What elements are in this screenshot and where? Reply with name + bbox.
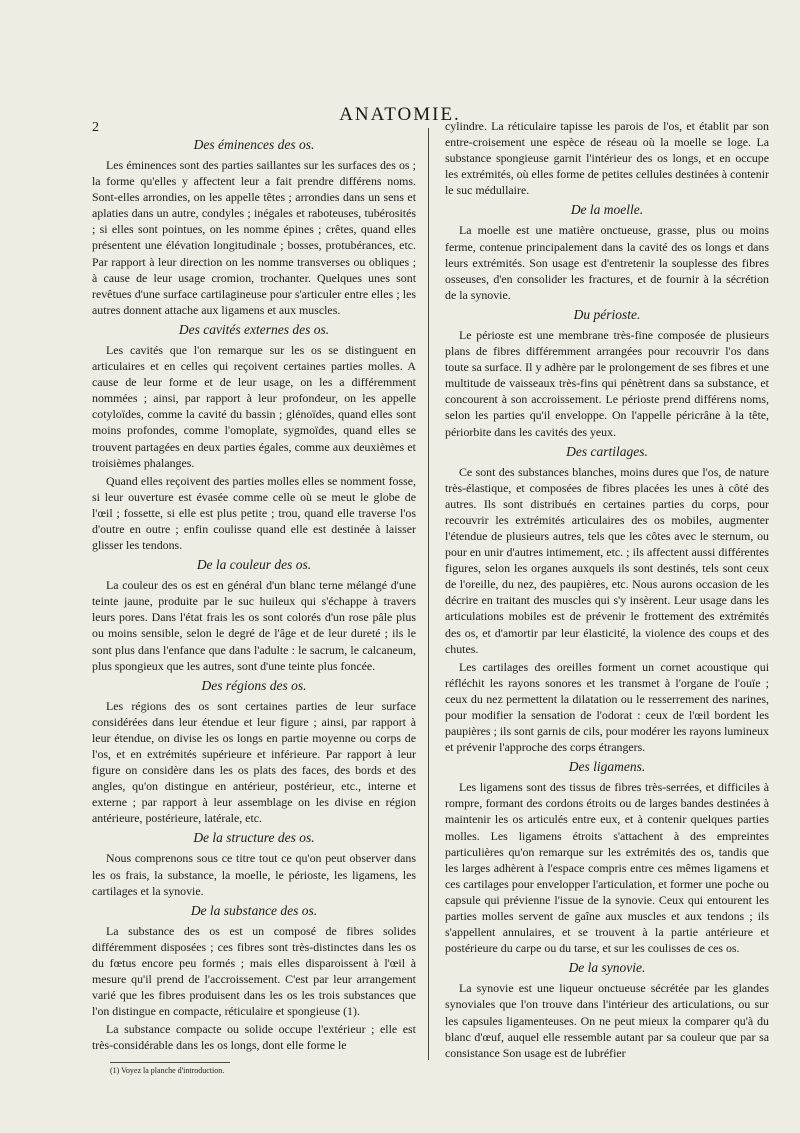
right-column <box>445 118 769 1063</box>
paragraph: La moelle est une matière onctueuse, grasse, plus ou moins ferme, contenue principalement dans la cavité des os longs et dans leurs extrémités. Son usage est d'entretenir la souplesse des fibres osseuses, d'en consolider les fractures, et de fournir à la sécrétion de la synovie. <box>445 223 769 302</box>
section-heading: Des éminences des os. <box>193 137 315 152</box>
paragraph: Les éminences sont des parties saillantes sur les surfaces des os ; la forme qu'elles y affectent leur a fait prendre différens noms. Sont-elles arrondies, on les appelle têtes ; arrondies dans un sens et aplaties dans un autre, condyles ; inégales et raboteuses, tubérosités ; si elles sont pointues, on les nomme épines ; crêtes, quand elles présentent une élévation longitudinale ; bosses, protubérances, etc. Par rapport à leur direction on les nomme transverses ou obliques ; à cause de leur usage cromion, trochanter. Quelques unes sont revêtues d'une surface cartilagineuse pour s'articuler entre elles ; les autres donnent attache aux ligamens et aux muscles. <box>92 158 416 317</box>
section-heading: De la structure des os. <box>193 830 315 846</box>
left-column <box>92 133 416 1056</box>
paragraph: cylindre. La réticulaire tapisse les parois de l'os, et établit par son entre-croisement une espèce de réseau où la moelle se loge. La substance spongieuse garnit l'intérieur des os longs, et en occupe les extrémités, où elles forme de petites cellules destinées à contenir le suc médullaire. <box>445 119 769 198</box>
paragraph: Les ligamens sont des tissus de fibres très-serrées, et difficiles à rompre, formant des cordons étroits ou de larges bandes destinées à maintenir les os articulés entre eux, et à contenir quelques parties molles. Les ligamens étroits s'attachent à des empreintes particulières qu'on remarque sur les extrémités des os, tandis que les larges adhèrent à l'espace compris entre ces mêmes ligamens et ces cartilages pour envelopper l'articulation, et former une poche ou capsule qui prévienne l'issue de la synovie. Ceux qui entourent les parties molles servent de gaîne aux muscles et aux tendons ; ils s'appellent annulaires, et se trouvent à la partie antérieure et postérieure du carpe ou du tarse, et sur les coulisses de ces os. <box>445 780 769 956</box>
paragraph: Nous comprenons sous ce titre tout ce qu'on peut observer dans les os frais, la substance, la moelle, le périoste, les ligamens, les cartilages et la synovie. <box>92 851 416 898</box>
page-number: 2 <box>92 120 99 135</box>
paragraph: La synovie est une liqueur onctueuse sécrétée par les glandes synoviales que l'on trouve dans l'intérieur des articulations, ou sur les capsules ligamenteuses. On ne peut mieux la comparer qu'à du blanc d'œuf, auquel elle ressemble autant par sa couleur que par sa consistance Son usage est de lubréfier <box>445 981 769 1060</box>
paragraph: Les cartilages des oreilles forment un cornet acoustique qui réfléchit les rayons sonores et les transmet à l'organe de l'ouïe ; ceux du nez permettent la dilatation ou le resserrement des narines, pour modifier la sensation de l'odorat : ceux de l'œil bordent les paupières ; ils sont garnis de cils, pour modérer les rayons lumineux et prévenir l'approche des corps étrangers. <box>445 659 769 755</box>
paragraph: Les régions des os sont certaines parties de leur surface considérées dans leur étendue et leur figure ; ainsi, par rapport à leur étendue, on divise les os longs en partie moyenne ou corps de l'os, et en extrémités supérieure et inférieure. Par rapport à leur figure on considère dans les os plats des faces, des bords et des angles, qu'on distingue en antérieur, postérieur, etc., interne et externe ; par rapport à leur assemblage on les divise en région antérieure, postérieure, latérale, etc. <box>92 698 416 826</box>
section-heading: De la synovie. <box>568 960 646 976</box>
section-heading: Des ligamens. <box>568 759 646 775</box>
page-title: ANATOMIE. <box>339 104 461 125</box>
section-heading: De la moelle. <box>570 202 644 218</box>
paragraph: La substance compacte ou solide occupe l'extérieur ; elle est très-considérable dans les os longs, dont elle forme le <box>92 1022 416 1053</box>
footnote-divider <box>110 1062 230 1063</box>
section-heading: Des régions des os. <box>201 677 307 693</box>
section-heading: De la substance des os. <box>190 902 318 918</box>
footnote: (1) Voyez la planche d'introduction. <box>110 1066 225 1075</box>
paragraph: Le périoste est une membrane très-fine composée de plusieurs plans de fibres différemment arrangées pour recouvrir l'os dans toute sa surface. Il y adhère par le prolongement de ses fibres et une multitude de vaisseaux très-fins qui pénètrent dans sa substance, et concourent à son accroissement. Le périoste prend différens noms, selon les parties qu'il enveloppe. On l'appelle péricrâne à la tête, périorbite dans les cavités des yeux. <box>445 327 769 439</box>
paragraph: La substance des os est un composé de fibres solides différemment disposées ; ces fibres sont très-distinctes dans les os du fœtus encore peu formés ; mais elles disparoissent à l'œil à mesure qu'il prend de l'accroissement. C'est par leur arrangement varié que les fibres produisent dans les os les trois substances que l'on distingue en compacte, réticulaire et spongieuse (1). <box>92 923 416 1019</box>
paragraph: La couleur des os est en général d'un blanc terne mélangé d'une teinte jaune, produite par le suc huileux qui s'échappe à travers leurs pores. Dans l'état frais les os sont colorés d'un rose pâle plus ou moins sensible, selon le degré de l'âge et de leur dureté ; ils le sont plus dans l'enfance que dans l'adulte : le sacrum, le calcaneum, plus spongieux que les autres, sont d'une teinte plus foncée. <box>92 578 416 673</box>
section-heading: Du périoste. <box>573 306 641 322</box>
paragraph: Ce sont des substances blanches, moins dures que l'os, de nature très-élastique, et composées de fibres placées les unes à côté des autres. Ils sont distribués en certaines parties du corps, pour recouvrir les extrémités articulaires des os mobiles, augmenter l'étendue de plusieurs autres, tels que les côtes avec le sternum, ou pour en unir d'autres intimement, etc. ; ils affectent aussi différentes figures, selon les organes auxquels ils sont destinés, tels sont ceux de l'oreille, du nez, des paupières, etc. Nous aurons occasion de les décrire en traitant des muscles qui s'y insèrent. Leur usage dans les articulations mobiles est de prévenir le frottement des extrémités des os, et d'amortir par leur élasticité, la violence des coups et des chutes. <box>445 464 769 656</box>
section-heading: Des cavités externes des os. <box>178 321 330 337</box>
paragraph: Les cavités que l'on remarque sur les os se distinguent en articulaires et en celles qui reçoivent certaines parties molles. A cause de leur forme et de leur usage, on les a différemment nommées ; ainsi, par rapport à leur profondeur, on les appelle cotyloïdes, comme la cavité du bassin ; glénoïdes, quand elles sont moins profondes, comme l'omoplate, sygmoïdes, quand elles se trouvent partagées en deux parties égales, comme aux deuxièmes et troisièmes phalanges. <box>92 342 416 470</box>
section-heading: Des cartilages. <box>566 443 648 459</box>
section-heading: De la couleur des os. <box>196 557 312 573</box>
paragraph: Quand elles reçoivent des parties molles elles se nomment fosse, si leur ouverture est évasée comme celle où se meut le globe de l'œil ; fossette, si elle est plus petite ; trou, quand elle traverse l'os d'outre en outre ; enfin coulisse quand elle est destinée à laisser glisser les tendons. <box>92 473 416 553</box>
column-divider <box>428 128 429 1060</box>
